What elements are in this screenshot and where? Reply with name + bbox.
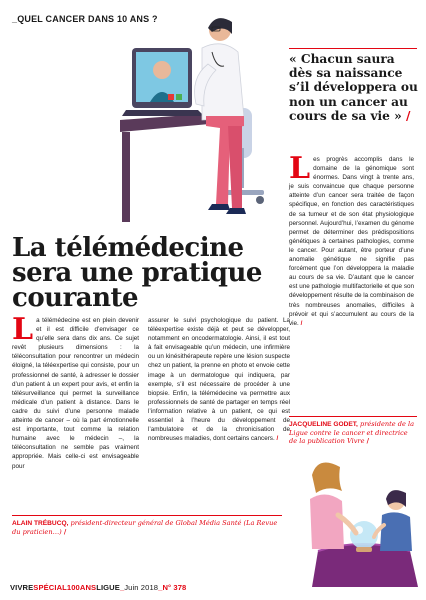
- article-column-a: [12, 312, 139, 471]
- article-column-c-text: es progrès accomplis dans le domaine de la génomique sont énormes. Dans vingt à trente ans, je suis convaincue que chaque personne atteinte d’un cancer sera traitée de façon spécifique, en fonction des caractéristiques de sa tumeur et de son état physiologique personnel. Aujourd’hui, l’examen du génome permet de déterminer des prédispositions génétiques à certaines pathologies, comme le cancer. Pour autant, être porteur d’une anomalie génétique ne signifie pas forcément que l’on développera la maladie au cours de sa vie. D’autant que le cancer est une pathologie multifactorielle et que son développement résulte de la combinaison de très nombreuses anomalies, difficiles à prévoir et qui s’accumulent au cours de la vie.: [289, 156, 414, 327]
- article-column-b: [148, 316, 290, 443]
- signature-left-role: président-directeur général de Global Média Santé (La Revue du praticien…): [12, 519, 278, 536]
- page-footer: [10, 583, 186, 592]
- signature-right-mark: /: [366, 437, 370, 445]
- pull-quote: [289, 52, 419, 123]
- quote-text: Chacun saura dès sa naissance s’il développera ou non un cancer au cours de sa vie: [289, 52, 418, 123]
- dropcap-right: L: [289, 151, 311, 186]
- article-column-a-text: a télémédecine est en plein devenir et il est difficile d’envisager ce qu’elle sera dans dix ans. Ce sujet revêt plusieurs dimensions : la téléconsultation pour rencontrer un médecin éloigné, la téléexpertise qui consiste, pour un professionnel de santé, à adresser le dossier d’un patient à un expert pour avis, et enfin la télésurveillance qui permet la surveillance médicale d’un patient à distance. Dans le cadre du suivi d’une personne malade atteinte de cancer – où la part émotionnelle est importante, tout comme la relation humaine avec le médecin –, la téléconsultation ne semble pas vraiment appropriée. Mais celle-ci est envisageable pour: [12, 317, 139, 470]
- doctor-teleconsultation-illustration: [120, 8, 280, 233]
- signature-left-name: ALAIN TRÉBUCQ,: [12, 520, 69, 527]
- headline-line-2: sera une pratique: [12, 258, 262, 288]
- footer-issue: N° 378: [162, 583, 187, 592]
- quote-mark: /: [406, 108, 411, 123]
- headline-line-3: courante: [12, 283, 139, 313]
- quote-close: »: [389, 108, 402, 123]
- footer-date: Juin 2018: [124, 583, 159, 592]
- signature-left: [12, 519, 282, 536]
- signature-right: [289, 420, 417, 445]
- fortune-teller-illustration: [298, 455, 424, 587]
- article-column-c: [289, 151, 414, 328]
- footer-sep: _: [119, 583, 125, 592]
- end-mark-right: /: [300, 319, 303, 327]
- signature-right-role: présidente de la Ligue contre le cancer et directrice de la publication Vivre: [289, 420, 415, 445]
- signature-right-name: JACQUELINE GODET,: [289, 421, 358, 428]
- footer-special: SPÉCIAL100ANS: [33, 583, 97, 592]
- footer-sep-2: _: [158, 583, 163, 592]
- footer-brand: VIVRE: [10, 583, 34, 592]
- article-column-b-text: assurer le suivi psychologique du patient. La téléexpertise existe déjà et peut se développer, notamment en oncodermatologie. Ainsi, il est tout à fait envisageable qu’un médecin, une infirmière ou un kinésithérapeute repère une lésion suspecte chez un patient, la prenne en photo et envoie cette image à un dermatologue qui indiquera, par exemple, s’il est nécessaire de procéder à une biopsie. Enfin, la télémédecine va permettre aux professionnels de santé de partager en temps réel l’information relative à un patient, ce qui est essentiel à l’heure du développement de l’ambulatoire et de la chronicisation de nombreuses maladies, dont certains cancers.: [148, 317, 290, 443]
- headline-line-1: La télémédecine: [12, 233, 244, 263]
- section-kicker: _QUEL CANCER DANS 10 ANS ?: [12, 14, 158, 24]
- footer-ligue: LIGUE: [96, 583, 120, 592]
- quote-top-rule: [289, 48, 417, 49]
- dropcap-left: L: [12, 312, 34, 347]
- quote-open: «: [289, 52, 301, 66]
- signature-left-mark: /: [63, 528, 67, 536]
- headline: [12, 233, 292, 313]
- signature-left-rule: [12, 515, 282, 516]
- signature-right-rule: [289, 416, 417, 417]
- end-mark-left: /: [276, 435, 279, 443]
